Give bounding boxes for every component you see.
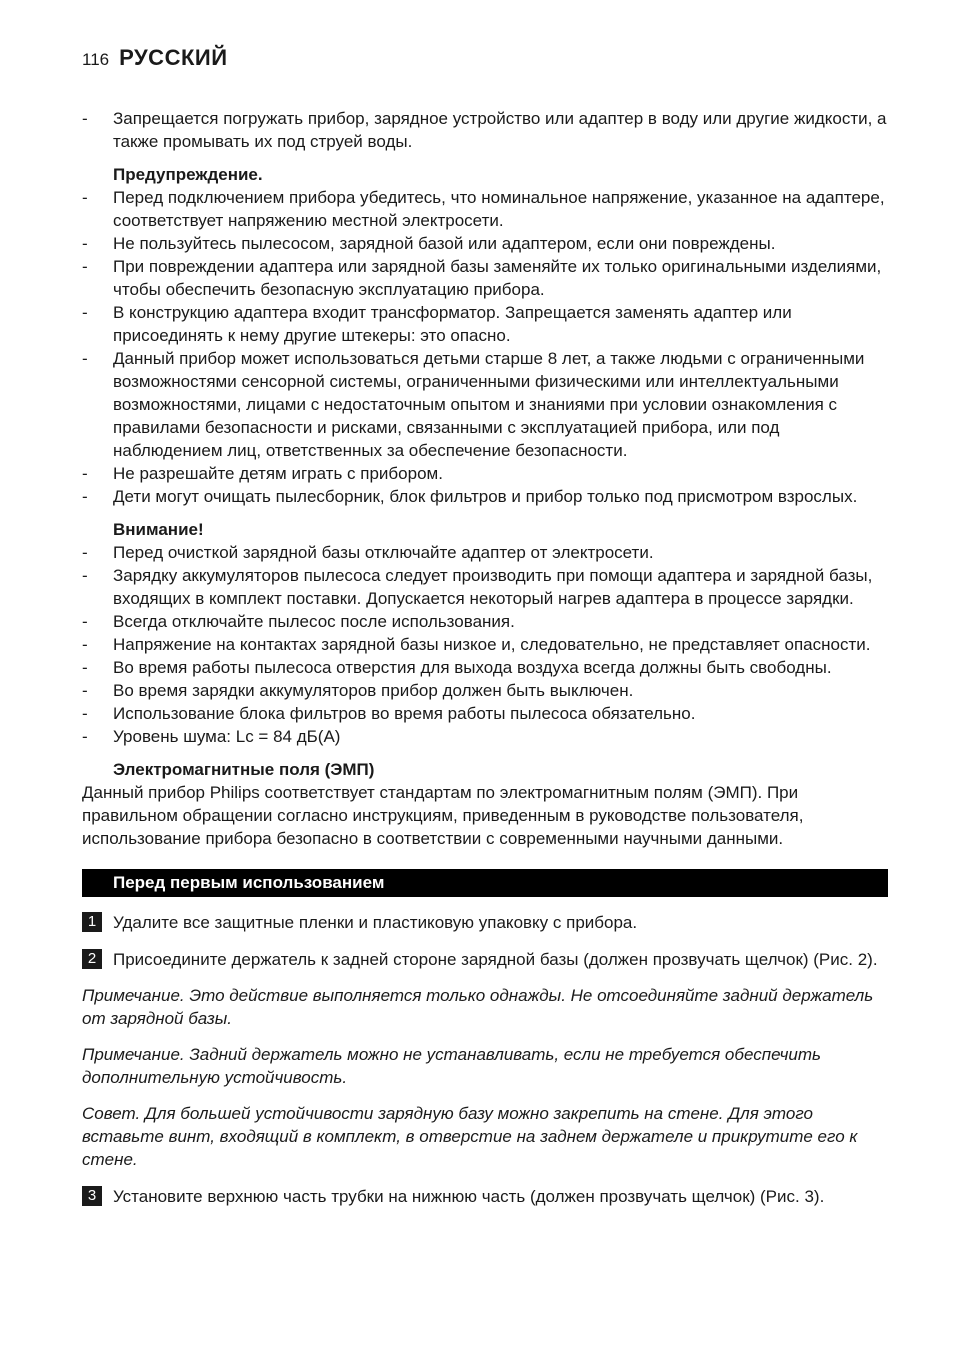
list-item: - Перед очисткой зарядной базы отключайте адаптер от электросети. [82,541,888,564]
list-item: - В конструкцию адаптера входит трансформатор. Запрещается заменять адаптер или присоединять к нему другие штекеры: это опасно. [82,301,888,347]
page-content [82,107,888,1208]
step-text: Установите верхнюю часть трубки на нижнюю часть (должен прозвучать щелчок) (Рис. 3). [113,1187,825,1206]
list-item: - Данный прибор может использоваться детьми старше 8 лет, а также людьми с ограниченными возможностями сенсорной системы, ограниченными физическими или интеллектуальными возможностями, лицами с недостаточным опытом и знаниями при условии ознакомления с правилами безопасности и рисками, связанными с эксплуатацией прибора, или под наблюдением лиц, ответственных за обеспечение безопасности. [82,347,888,462]
step-number: 2 [82,949,102,969]
language-heading: РУССКИЙ [119,45,228,70]
intro-list [82,107,888,153]
section-title-before-first-use: Перед первым использованием [82,869,888,897]
list-item: - Перед подключением прибора убедитесь, что номинальное напряжение, указанное на адаптере, соответствует напряжению местной электросети. [82,186,888,232]
step-number: 3 [82,1186,102,1206]
tip: Совет. Для большей устойчивости зарядную базу можно закрепить на стене. Для этого вставьте винт, входящий в комплект, в отверстие на заднем держателе и прикрутите его к стене. [82,1104,858,1169]
list-item: - Запрещается погружать прибор, зарядное устройство или адаптер в воду или другие жидкости, а также промывать их под струей воды. [82,107,888,153]
list-item: - Всегда отключайте пылесос после использования. [82,610,888,633]
step-text: Присоедините держатель к задней стороне зарядной базы (должен прозвучать щелчок) (Рис. 2). [113,950,878,969]
warning-heading: Предупреждение. [113,165,263,184]
list-item: - Использование блока фильтров во время работы пылесоса обязательно. [82,702,888,725]
step-number: 1 [82,912,102,932]
list-item: - При повреждении адаптера или зарядной базы заменяйте их только оригинальными изделиями, чтобы обеспечить безопасную эксплуатацию прибора. [82,255,888,301]
step-3 [82,1185,888,1208]
caution-heading: Внимание! [113,520,204,539]
note: Примечание. Это действие выполняется только однажды. Не отсоединяйте задний держатель от зарядной базы. [82,986,874,1028]
list-item: - Не разрешайте детям играть с прибором. [82,462,888,485]
step-text: Удалите все защитные пленки и пластиковую упаковку с прибора. [113,913,638,932]
list-item: - Зарядку аккумуляторов пылесоса следует производить при помощи адаптера и зарядной базы, входящих в комплект поставки. Допускается некоторый нагрев адаптера в процессе зарядки. [82,564,888,610]
list-item: - Дети могут очищать пылесборник, блок фильтров и прибор только под присмотром взрослых. [82,485,888,508]
note: Примечание. Задний держатель можно не устанавливать, если не требуется обеспечить дополнительную устойчивость. [82,1045,821,1087]
emf-paragraph: Данный прибор Philips соответствует стандартам по электромагнитным полям (ЭМП). При правильном обращении согласно инструкциям, приведенным в руководстве пользователя, использование прибора безопасно в соответствии с современными научными данными. [82,783,804,848]
step-2 [82,948,888,971]
list-item: - Не пользуйтесь пылесосом, зарядной базой или адаптером, если они повреждены. [82,232,888,255]
list-item: - Во время работы пылесоса отверстия для выхода воздуха всегда должны быть свободны. [82,656,888,679]
page-header [82,46,228,76]
warning-list [82,186,888,508]
list-item: - Во время зарядки аккумуляторов прибор должен быть выключен. [82,679,888,702]
list-item: - Уровень шума: Lc = 84 дБ(A) [82,725,888,748]
caution-list [82,541,888,748]
list-item: - Напряжение на контактах зарядной базы низкое и, следовательно, не представляет опасности. [82,633,888,656]
page-number: 116 [82,50,110,69]
step-1 [82,911,888,934]
emf-heading: Электромагнитные поля (ЭМП) [113,760,375,779]
